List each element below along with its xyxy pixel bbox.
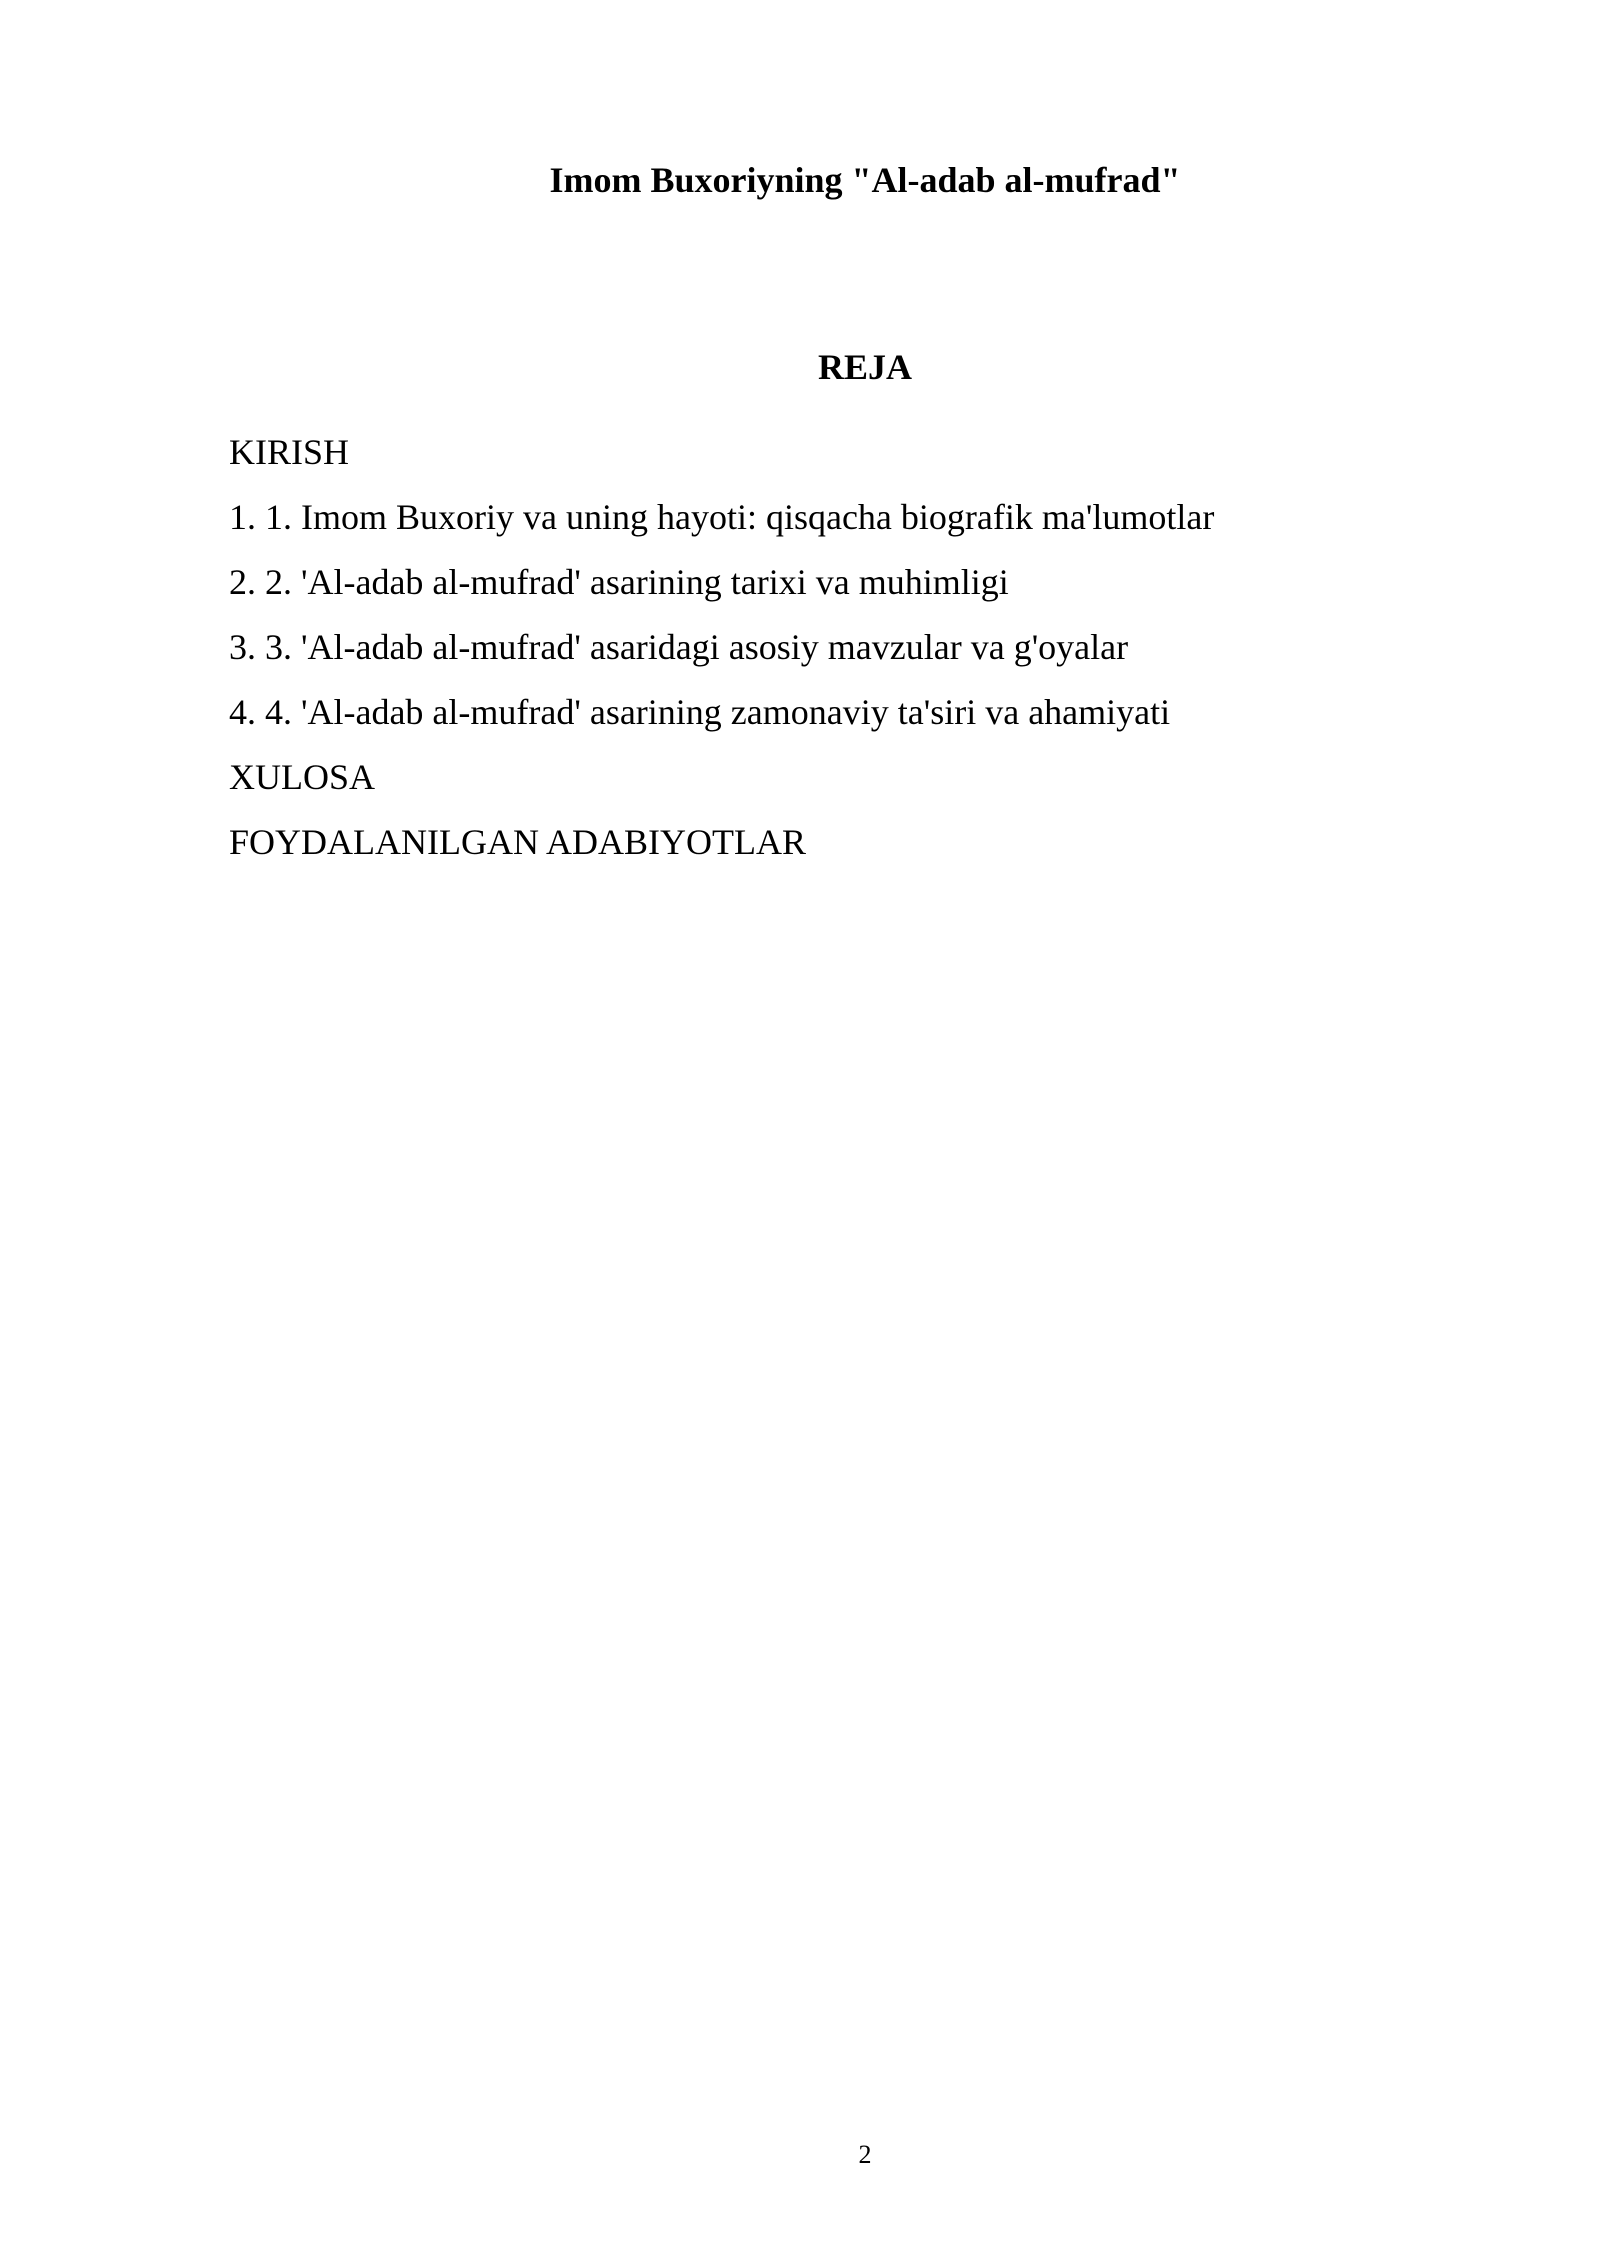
- page-number: 2: [858, 2140, 872, 2169]
- plan-item-references: FOYDALANILGAN ADABIYOTLAR: [229, 822, 806, 862]
- document-title: Imom Buxoriyning "Al-adab al-mufrad": [549, 160, 1181, 200]
- plan-item-2: 2. 2. 'Al-adab al-mufrad' asarining tarixi va muhimligi: [229, 562, 1009, 602]
- plan-list: [229, 420, 1429, 875]
- plan-item-1: 1. 1. Imom Buxoriy va uning hayoti: qisqacha biografik ma'lumotlar: [229, 497, 1215, 537]
- plan-item-3: 3. 3. 'Al-adab al-mufrad' asaridagi asosiy mavzular va g'oyalar: [229, 627, 1129, 667]
- plan-heading: REJA: [817, 347, 912, 387]
- plan-item-conclusion: XULOSA: [229, 757, 376, 797]
- plan-item-4: 4. 4. 'Al-adab al-mufrad' asarining zamonaviy ta'siri va ahamiyati: [229, 692, 1171, 732]
- plan-item-introduction: KIRISH: [229, 432, 350, 472]
